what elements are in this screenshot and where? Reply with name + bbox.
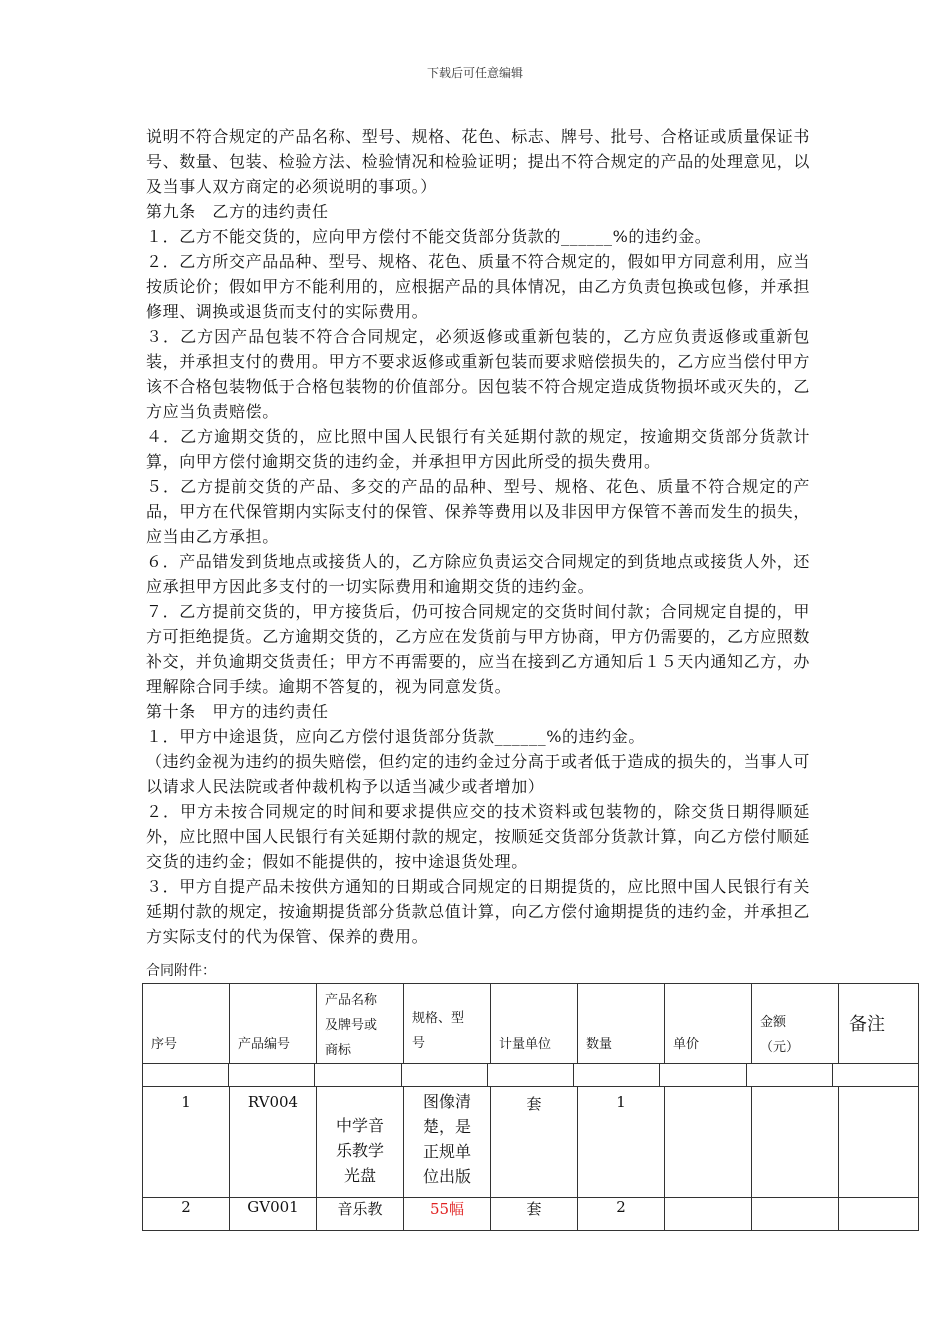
paragraph: １．乙方不能交货的，应向甲方偿付不能交货部分货款的______%的违约金。 (146, 227, 712, 246)
paragraph: １．甲方中途退货，应向乙方偿付退货部分货款______%的违约金。 (146, 727, 646, 746)
cell-unit: 套 (491, 1087, 578, 1198)
cell-remark (839, 1198, 919, 1231)
cell-price (665, 1087, 752, 1198)
section-heading: 第九条 乙方的违约责任 (146, 202, 329, 221)
header-qty: 数量 (578, 984, 665, 1064)
contract-body (146, 124, 810, 949)
cell-price (665, 1198, 752, 1231)
paragraph: ６．产品错发到货地点或接货人的，乙方除应负责运交合同规定的到货地点或接货人外，还应承担甲方因此多支付的一切实际费用和逾期交货的违约金。 (146, 552, 811, 596)
attachment-table (142, 983, 919, 1231)
cell-spec: 图像清 楚，是 正规单 位出版 (404, 1087, 491, 1198)
cell-seq: 2 (143, 1198, 230, 1231)
header-spec: 规格、型 号 (404, 984, 491, 1064)
header-unit: 计量单位 (491, 984, 578, 1064)
cell-name: 中学音 乐教学 光盘 (317, 1087, 404, 1198)
section-heading: 第十条 甲方的违约责任 (146, 702, 329, 721)
cell-spec: 55幅 (404, 1198, 491, 1231)
cell-qty: 2 (578, 1198, 665, 1231)
page-header: 下载后可任意编辑 (426, 66, 523, 80)
cell-name: 音乐教 (317, 1198, 404, 1231)
cell-seq: 1 (143, 1087, 230, 1198)
paragraph: （违约金视为违约的损失赔偿，但约定的违约金过分高于或者低于造成的损失的，当事人可以请求人民法院或者仲裁机构予以适当减少或者增加） (146, 752, 811, 796)
header-name: 产品名称 及牌号或 商标 (317, 984, 404, 1064)
paragraph: ４．乙方逾期交货的，应比照中国人民银行有关延期付款的规定，按逾期交货部分货款计算，向甲方偿付逾期交货的违约金，并承担甲方因此所受的损失费用。 (146, 427, 810, 471)
cell-amount (752, 1198, 839, 1231)
header-amount: 金额 （元） (752, 984, 839, 1064)
paragraph: ３．甲方自提产品未按供方通知的日期或合同规定的日期提货的，应比照中国人民银行有关延期付款的规定，按逾期提货部分货款总值计算，向乙方偿付逾期提货的违约金，并承担乙方实际支付的代为保管、保养的费用。 (146, 877, 811, 946)
paragraph: ７．乙方提前交货的，甲方接货后，仍可按合同规定的交货时间付款；合同规定自提的，甲方可拒绝提货。乙方逾期交货的，乙方应在发货前与甲方协商，甲方仍需要的，乙方应照数补交，并负逾期交货责任；甲方不再需要的，应当在接到乙方通知后１５天内通知乙方，办理解除合同手续。逾期不答复的，视为同意发货。 (146, 602, 811, 696)
paragraph: ２．甲方未按合同规定的时间和要求提供应交的技术资料或包装物的，除交货日期得顺延外，应比照中国人民银行有关延期付款的规定，按顺延交货部分货款计算，向乙方偿付顺延交货的违约金；假如不能提供的，按中途退货处理。 (146, 802, 811, 871)
header-price: 单价 (665, 984, 752, 1064)
cell-qty: 1 (578, 1087, 665, 1198)
cell-unit: 套 (491, 1198, 578, 1231)
cell-code: RV004 (230, 1087, 317, 1198)
table-header-row (143, 984, 919, 1064)
table-row (143, 1198, 919, 1231)
paragraph: ３．乙方因产品包装不符合合同规定，必须返修或重新包装的，乙方应负责返修或重新包装，并承担支付的费用。甲方不要求返修或重新包装而要求赔偿损失的，乙方应当偿付甲方该不合格包装物低于合格包装物的价值部分。因包装不符合规定造成货物损坏或灭失的，乙方应当负责赔偿。 (146, 327, 811, 421)
table-spacer-row (143, 1064, 919, 1087)
paragraph: ２．乙方所交产品品种、型号、规格、花色、质量不符合规定的，假如甲方同意利用，应当按质论价；假如甲方不能利用的，应根据产品的具体情况，由乙方负责包换或包修，并承担修理、调换或退货而支付的实际费用。 (146, 252, 811, 321)
paragraph: 说明不符合规定的产品名称、型号、规格、花色、标志、牌号、批号、合格证或质量保证书号、数量、包装、检验方法、检验情况和检验证明；提出不符合规定的产品的处理意见，以及当事人双方商定的必须说明的事项。） (146, 127, 811, 196)
cell-code: GV001 (230, 1198, 317, 1231)
cell-remark (839, 1087, 919, 1198)
header-code: 产品编号 (230, 984, 317, 1064)
table-row (143, 1087, 919, 1198)
header-remark: 备注 (839, 984, 919, 1064)
table-caption: 合同附件： (146, 963, 216, 979)
header-seq: 序号 (143, 984, 230, 1064)
paragraph: ５．乙方提前交货的产品、多交的产品的品种、型号、规格、花色、质量不符合规定的产品，甲方在代保管期内实际支付的保管、保养等费用以及非因甲方保管不善而发生的损失，应当由乙方承担。 (146, 477, 811, 546)
cell-amount (752, 1087, 839, 1198)
